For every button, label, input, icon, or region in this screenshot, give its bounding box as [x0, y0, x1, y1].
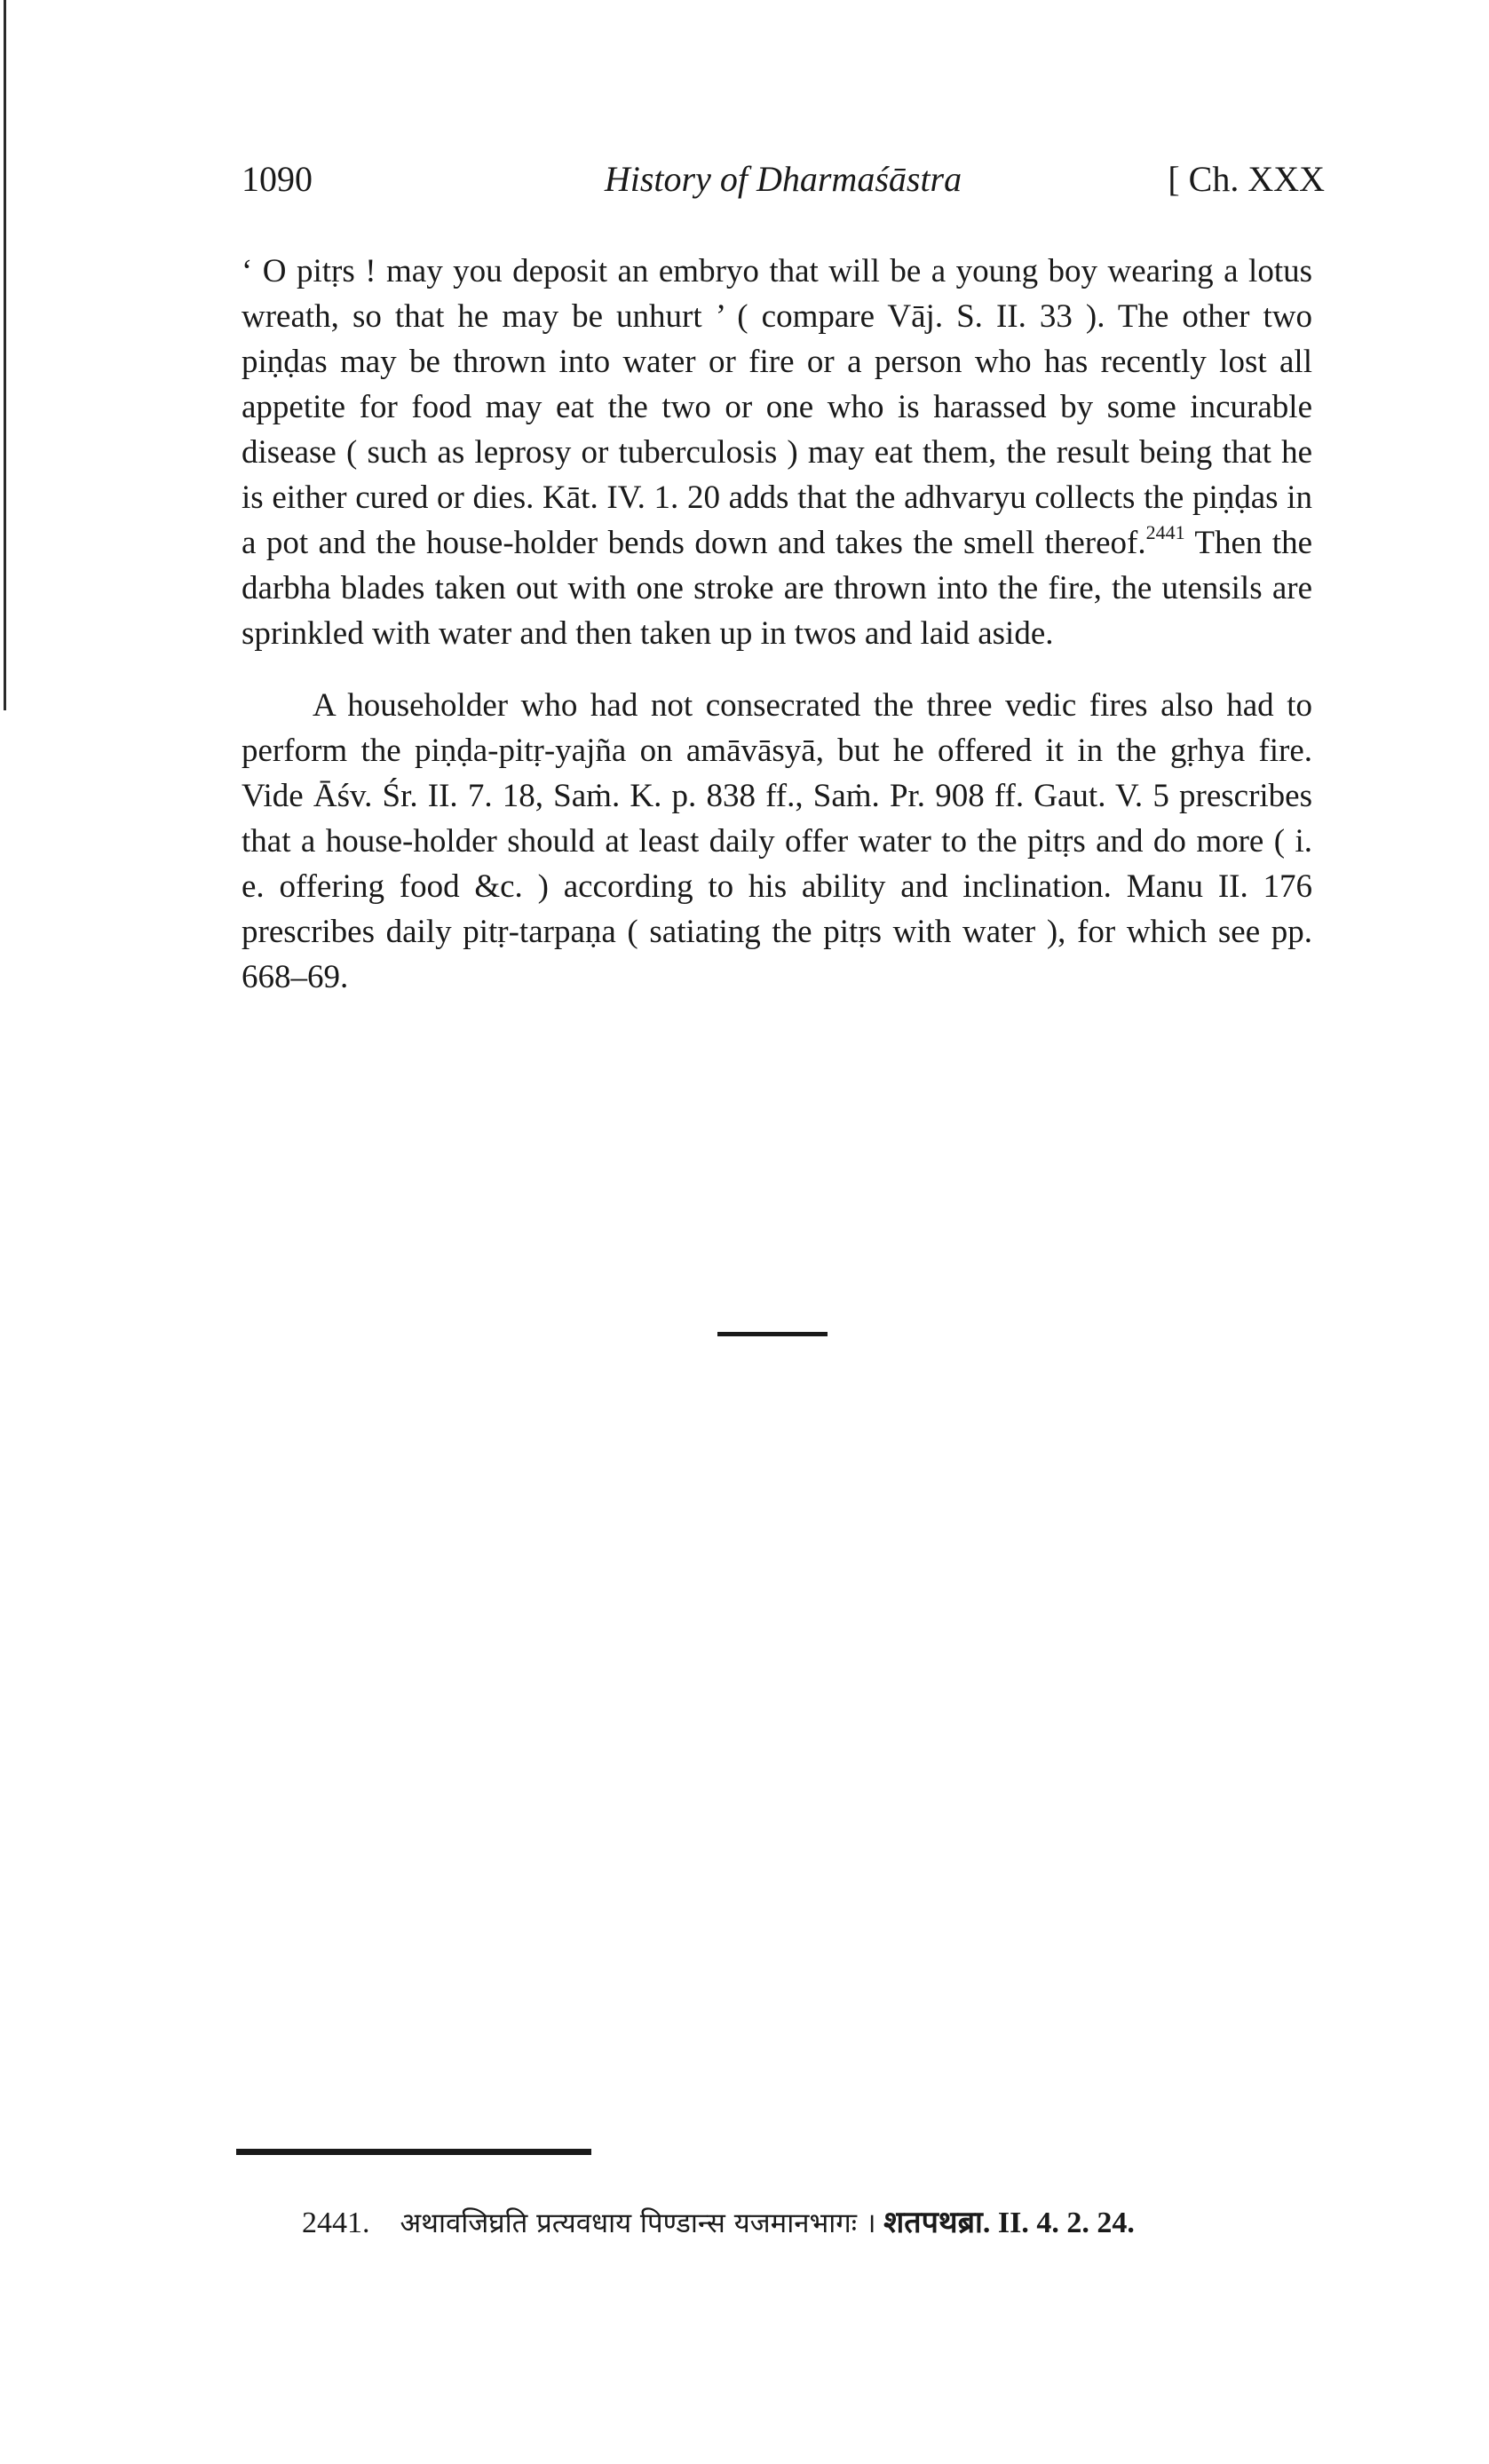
page-number: 1090 — [242, 159, 313, 199]
running-head — [242, 158, 1325, 229]
section-divider — [717, 1332, 828, 1336]
paragraph-1-text: ‘ O pitṛs ! may you deposit an embryo that will be a young boy wearing a lotus wreath, so that he may be unhurt ’ ( compare Vāj. S. II. 33 ). The other two piṇḍas may be thrown into water or fire or a person who has recently lost all appetite for food may eat the two or one who is harassed by some incurable disease ( such as leprosy or tuberculosis ) may eat them, the result being that he is either cured or dies. Kāt. IV. 1. 20 adds that the adhvaryu collects the piṇḍas in a pot and the house-holder bends down and takes the smell thereof. — [242, 253, 1312, 561]
book-title: History of Dharmaśāstra — [604, 159, 962, 199]
footnote-number: 2441. — [302, 2207, 370, 2239]
paragraph-1 — [242, 249, 1312, 656]
chapter-label: [ Ch. XXX — [1168, 159, 1325, 199]
paragraph-1-continuation: Then the darbha blades taken out with one stroke are thrown into the fire, the utensils are sprinkled with water and then taken up in twos and laid aside. — [242, 525, 1312, 652]
footnote-rule — [236, 2149, 591, 2155]
footnote-2441 — [302, 2200, 1135, 2241]
footnote-reference: शतपथब्रा. II. 4. 2. 24. — [883, 2207, 1135, 2239]
paragraph-2: A householder who had not consecrated the three vedic fires also had to perform the piṇḍa-pitṛ-yajña on amāvāsyā, but he offered it in the gṛhya fire. Vide Āśv. Śr. II. 7. 18, Saṁ. K. p. 838 ff., Saṁ. Pr. 908 ff. Gaut. V. 5 prescribes that a house-holder should at least daily offer water to the pitṛs and do more ( i. e. offering food &c. ) according to his ability and inclination. Manu II. 176 prescribes daily pitṛ-tarpaṇa ( satiating the pitṛs with water ), for which see pp. 668–69. — [242, 687, 1312, 995]
footnote-marker[interactable]: 2441 — [1145, 521, 1185, 543]
scan-edge-line — [4, 0, 6, 710]
footnote-sanskrit-text: अथावजिघ्रति प्रत्यवधाय पिण्डान्स यजमानभागः । — [400, 2207, 876, 2239]
body-text — [242, 249, 1312, 1000]
